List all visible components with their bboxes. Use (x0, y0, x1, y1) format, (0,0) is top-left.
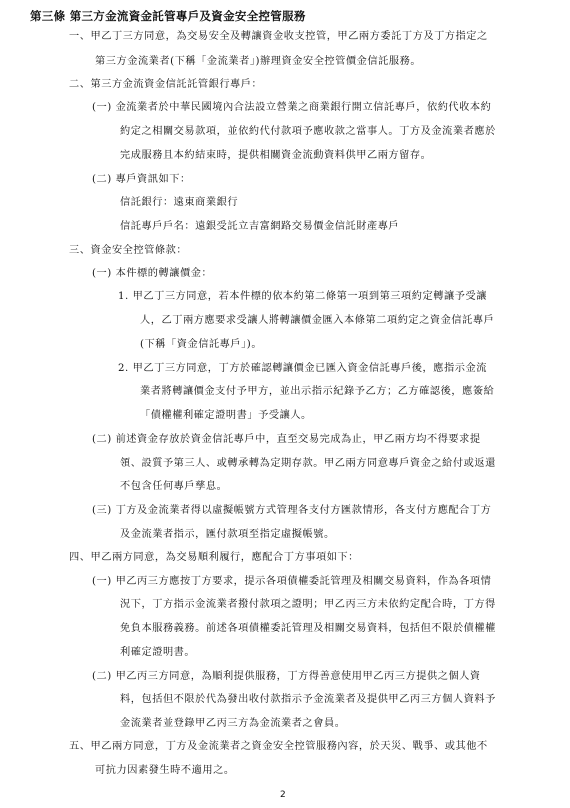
clause-4-2-line-3: 金流業者並登錄甲乙丙三方為金流業者之會員。 (120, 718, 346, 729)
article-heading: 第三條 第三方金流資金託管專戶及資金安全控管服務 (30, 9, 306, 23)
clause-1-line-2: 第三方金流業者(下稱「金流業者」)辦理資金安全控管價金信託服務。 (95, 56, 422, 67)
clause-4-title: 四、甲乙兩方同意，為交易順利履行，應配合丁方事項如下： (69, 552, 359, 563)
clause-5-line-2: 可抗力因素發生時不適用之。 (95, 765, 235, 776)
clause-3-2-line-2: 領、設質予第三人、或轉承轉為定期存款。甲乙兩方同意專戶資金之給付或返還 (120, 458, 496, 469)
clause-4-2-line-1: (二) 甲乙丙三方同意，為順利提供服務，丁方得善意使用甲乙丙三方提供之個人資 (92, 671, 481, 682)
clause-2-1-line-1: (一) 金流業者於中華民國境內合法設立營業之商業銀行開立信託專戶，依約代收本約 (92, 102, 492, 113)
trust-bank: 信託銀行：遠東商業銀行 (120, 197, 239, 208)
clause-4-1-line-2: 況下，丁方指示金流業者撥付款項之證明；甲乙丙三方未依約定配合時，丁方得 (120, 599, 496, 610)
clause-2-2-title: (二) 專戶資訊如下： (92, 174, 191, 185)
clause-3-1-2-line-1: 2. 甲乙丁三方同意，丁方於確認轉讓價金已匯入資金信託專戶後，應指示金流 (118, 363, 487, 374)
clause-2-1-line-2: 約定之相關交易款項，並依約代付款項予應收款之當事人。丁方及金流業者應於 (120, 126, 496, 137)
page-number: 2 (280, 790, 286, 800)
clause-4-1-line-3: 免負本服務義務。前述各項債權委託管理及相關交易資料，包括但不限於債權權 (120, 623, 496, 634)
clause-3-2-line-1: (二) 前述資金存放於資金信託專戶中，直至交易完成為止，甲乙兩方均不得要求提 (92, 434, 481, 445)
clause-3-1-2-line-3: 「債權權利確定證明書」予受讓人。 (140, 410, 312, 421)
clause-4-2-line-2: 料，包括但不限於代為發出收付款指示予金流業者及提供甲乙丙三方個人資料予 (120, 694, 496, 705)
clause-3-3-line-2: 及金流業者指示，匯付款項至指定虛擬帳號。 (120, 529, 335, 540)
clause-3-1-1-line-3: (下稱「資金信託專戶」)。 (140, 339, 263, 350)
clause-3-2-line-3: 不包含任何專戶孳息。 (120, 481, 228, 492)
clause-2-1-line-3: 完成服務且本約結束時，提供相關資金流動資料供甲乙兩方留存。 (120, 150, 432, 161)
clause-2-title: 二、第三方金流資金信託託管銀行專戶： (69, 79, 263, 90)
clause-3-1-1-line-1: 1. 甲乙丁三方同意，若本件標的依本約第二條第一項到第三項約定轉讓予受讓 (118, 291, 487, 302)
clause-4-1-line-1: (一) 甲乙丙三方應按丁方要求，提示各項債權委託管理及相關交易資料，作為各項情 (92, 576, 492, 587)
clause-5-line-1: 五、甲乙兩方同意，丁方及金流業者之資金安全控管服務內容，於天災、戰爭、或其他不 (69, 741, 488, 752)
clause-3-3-line-1: (三) 丁方及金流業者得以虛擬帳號方式管理各支付方匯款情形，各支付方應配合丁方 (92, 505, 492, 516)
clause-3-1-1-line-2: 人，乙丁兩方應要求受讓人將轉讓價金匯入本條第二項約定之資金信託專戶 (140, 315, 495, 326)
clause-1-line-1: 一、甲乙丁三方同意，為交易安全及轉讓資金收支控管，甲乙兩方委託丁方及丁方指定之 (69, 31, 488, 42)
clause-4-1-line-4: 利確定證明書。 (120, 647, 196, 658)
clause-3-1-title: (一) 本件標的轉讓價金： (92, 268, 213, 279)
clause-3-title: 三、資金安全控管條款： (69, 245, 188, 256)
clause-3-1-2-line-2: 業者將轉讓價金支付予甲方，並出示指示紀錄予乙方；乙方確認後，應簽給 (140, 386, 495, 397)
trust-account-name: 信託專戶戶名：遠銀受託立吉富網路交易價金信託財產專戶 (120, 221, 400, 232)
